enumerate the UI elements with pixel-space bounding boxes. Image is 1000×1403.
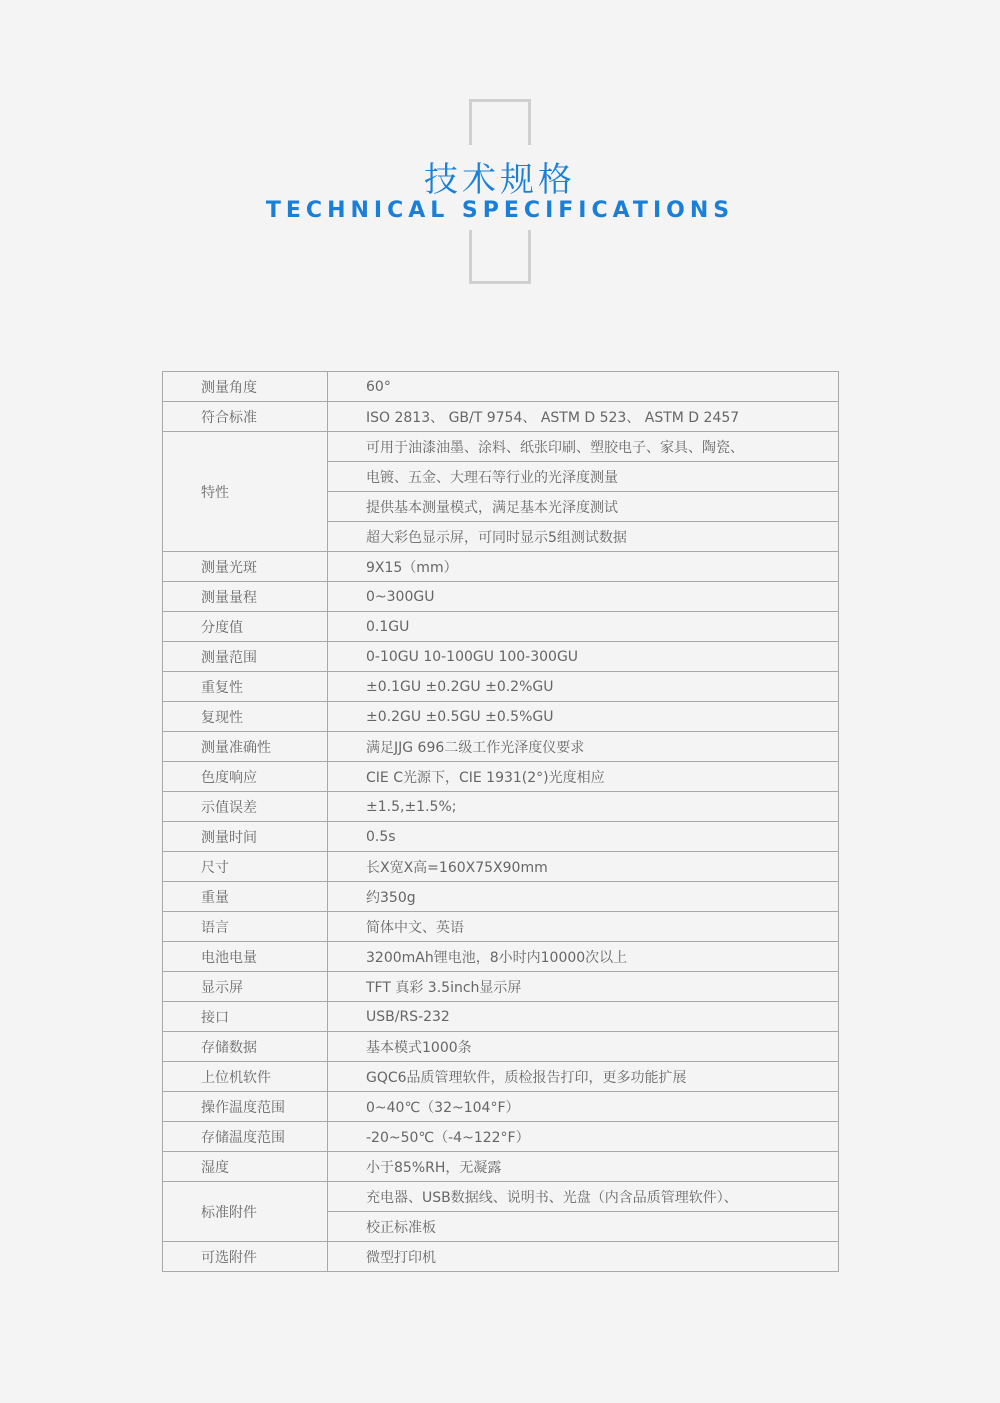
spec-label: 测量角度 [163,372,328,402]
spec-row [163,1152,839,1182]
spec-label: 复现性 [163,702,328,732]
spec-label: 存储数据 [163,1032,328,1062]
spec-row [163,1092,839,1122]
spec-label: 特性 [163,432,328,552]
spec-label: 符合标准 [163,402,328,432]
spec-value: 0~300GU [328,582,839,612]
spec-value: 长X宽X高=160X75X90mm [328,852,839,882]
spec-row [163,1242,839,1272]
spec-label: 标准附件 [163,1182,328,1242]
spec-row [163,672,839,702]
page-title-english: TECHNICAL SPECIFICATIONS [265,198,735,223]
spec-value: 0.1GU [328,612,839,642]
spec-row [163,1122,839,1152]
spec-label: 显示屏 [163,972,328,1002]
spec-row [163,852,839,882]
spec-label: 电池电量 [163,942,328,972]
spec-value: 0.5s [328,822,839,852]
spec-row [163,762,839,792]
spec-row [163,1182,839,1212]
spec-value: 0-10GU 10-100GU 100-300GU [328,642,839,672]
spec-value: ±0.2GU ±0.5GU ±0.5%GU [328,702,839,732]
spec-value: 基本模式1000条 [328,1032,839,1062]
spec-value: 9X15（mm） [328,552,839,582]
spec-value: CIE C光源下，CIE 1931(2°)光度相应 [328,762,839,792]
spec-row [163,792,839,822]
spec-label: 重量 [163,882,328,912]
spec-label: 语言 [163,912,328,942]
spec-label: 存储温度范围 [163,1122,328,1152]
spec-row [163,372,839,402]
spec-value: 微型打印机 [328,1242,839,1272]
spec-value: 60° [328,372,839,402]
spec-value: ±1.5,±1.5%; [328,792,839,822]
spec-label: 接口 [163,1002,328,1032]
spec-row [163,732,839,762]
spec-label: 测量范围 [163,642,328,672]
spec-label: 上位机软件 [163,1062,328,1092]
spec-row [163,552,839,582]
spec-label: 测量准确性 [163,732,328,762]
spec-row [163,972,839,1002]
spec-row [163,402,839,432]
spec-label: 分度值 [163,612,328,642]
spec-value: 超大彩色显示屏，可同时显示5组测试数据 [328,522,839,552]
spec-value: 0~40℃（32~104°F） [328,1092,839,1122]
spec-label: 色度响应 [163,762,328,792]
spec-label: 操作温度范围 [163,1092,328,1122]
spec-row [163,912,839,942]
spec-value: 校正标准板 [328,1212,839,1242]
spec-label: 测量时间 [163,822,328,852]
page-title-chinese: 技术规格 [424,160,576,200]
spec-row [163,1062,839,1092]
spec-value: 提供基本测量模式，满足基本光泽度测试 [328,492,839,522]
spec-value: ISO 2813、 GB/T 9754、 ASTM D 523、 ASTM D 2457 [328,402,839,432]
spec-row [163,942,839,972]
page-header [0,0,1000,300]
spec-value: -20~50℃（-4~122°F） [328,1122,839,1152]
spec-value: 电镀、五金、大理石等行业的光泽度测量 [328,462,839,492]
spec-row [163,822,839,852]
spec-label: 测量光斑 [163,552,328,582]
spec-value: GQC6品质管理软件，质检报告打印，更多功能扩展 [328,1062,839,1092]
spec-label: 重复性 [163,672,328,702]
spec-value: 充电器、USB数据线、说明书、光盘（内含品质管理软件）、 [328,1182,839,1212]
spec-row [163,1002,839,1032]
spec-value: USB/RS-232 [328,1002,839,1032]
spec-label: 尺寸 [163,852,328,882]
spec-row [163,582,839,612]
spec-row [163,612,839,642]
decorative-bracket-bottom [469,230,531,284]
spec-row [163,642,839,672]
spec-value: 约350g [328,882,839,912]
spec-row [163,882,839,912]
spec-value: TFT 真彩 3.5inch显示屏 [328,972,839,1002]
spec-value: 小于85%RH，无凝露 [328,1152,839,1182]
decorative-bracket-top [469,99,531,145]
spec-row [163,1032,839,1062]
specifications-table [162,371,839,1272]
spec-value: 3200mAh锂电池，8小时内10000次以上 [328,942,839,972]
spec-label: 湿度 [163,1152,328,1182]
spec-label: 测量量程 [163,582,328,612]
spec-label: 可选附件 [163,1242,328,1272]
spec-label: 示值误差 [163,792,328,822]
spec-value: 可用于油漆油墨、涂料、纸张印刷、塑胶电子、家具、陶瓷、 [328,432,839,462]
spec-value: 满足JJG 696二级工作光泽度仪要求 [328,732,839,762]
spec-row [163,702,839,732]
spec-value: 简体中文、英语 [328,912,839,942]
spec-value: ±0.1GU ±0.2GU ±0.2%GU [328,672,839,702]
spec-row [163,432,839,462]
